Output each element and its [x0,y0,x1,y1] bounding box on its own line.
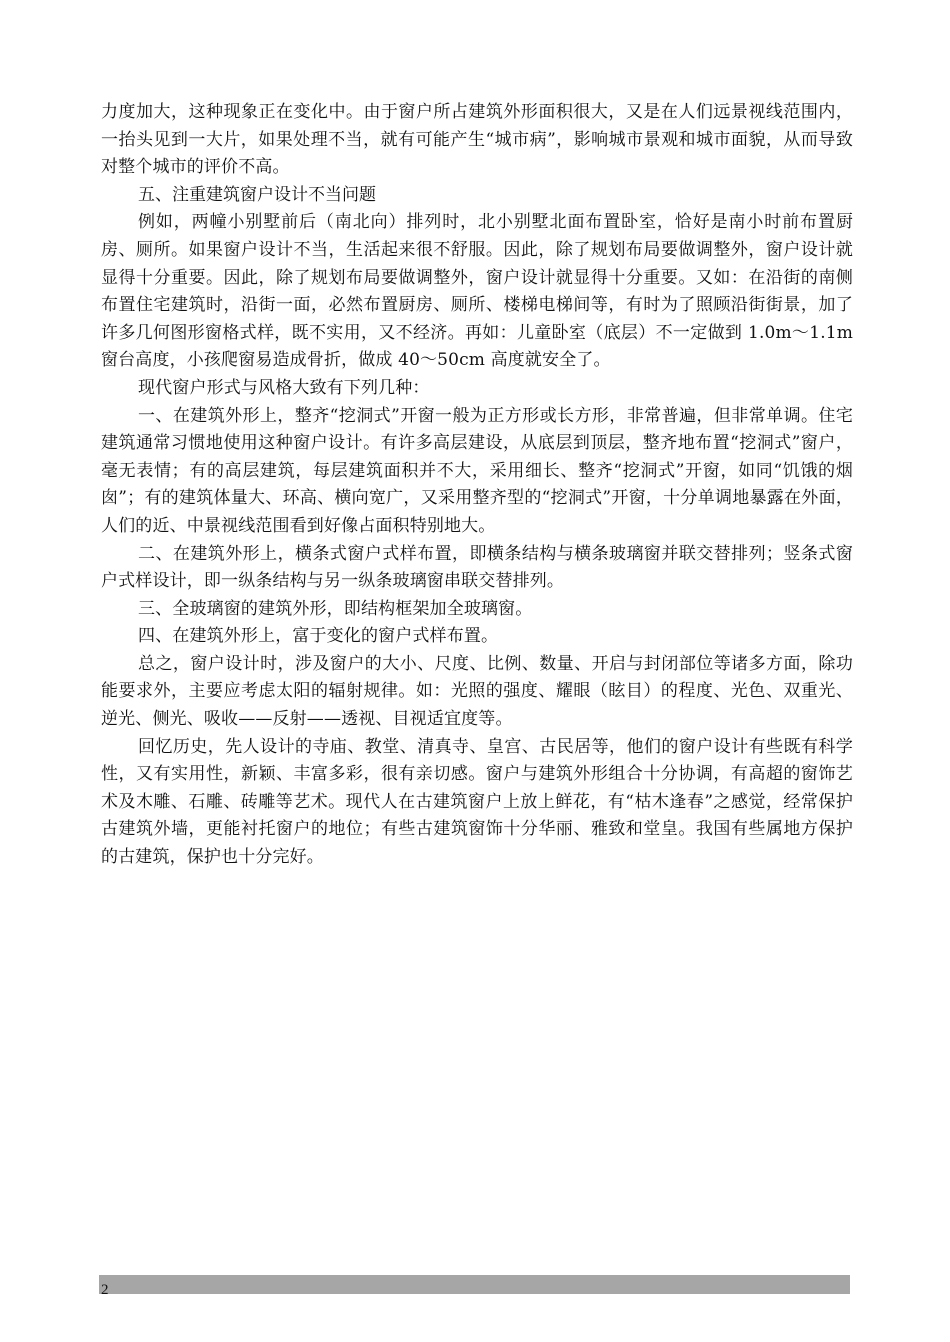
paragraph-intro-list: 现代窗户形式与风格大致有下列几种： [138,377,430,398]
paragraph-item-2: 二、在建筑外形上，横条式窗户式样布置，即横条结构与横条玻璃窗并联交替排列；竖条式窗户式样设计，即一纵条结构与另一纵条玻璃窗串联交替排列。 [101,543,853,592]
paragraph-example: 例如，两幢小别墅前后（南北向）排列时，北小别墅北面布置卧室，恰好是南小时前布置厨房、厕所。如果窗户设计不当，生活起来很不舒服。因此，除了规划布局要做调整外，窗户设计就显得十分重要。因此，除了规划布局要做调整外，窗户设计就显得十分重要。又如：在沿街的南侧布置住宅建筑时，沿街一面，必然布置厨房、厕所、楼梯电梯间等，有时为了照顾沿街街景，加了许多几何图形窗格式样，既不实用，又不经济。再如：儿童卧室（底层）不一定做到 1.0m～1.1m 窗台高度，小孩爬窗易造成骨折，做成 40～50cm 高度就安全了。 [101,212,853,371]
section-heading: 五、注重建筑窗户设计不当问题 [138,184,376,205]
paragraph-item-3: 三、全玻璃窗的建筑外形，即结构框架加全玻璃窗。 [138,598,533,619]
paragraph-item-4: 四、在建筑外形上，富于变化的窗户式样布置。 [138,626,499,647]
page-body [101,99,853,872]
paragraph-continuation: 力度加大，这种现象正在变化中。由于窗户所占建筑外形面积很大，又是在人们远景视线范围内，一抬头见到一大片，如果处理不当，就有可能产生“城市病”，影响城市景观和城市面貌，从而导致对整个城市的评价不高。 [101,102,853,178]
paragraph-history: 回忆历史，先人设计的寺庙、教堂、清真寺、皇宫、古民居等，他们的窗户设计有些既有科学性，又有实用性，新颖、丰富多彩，很有亲切感。窗户与建筑外形组合十分协调，有高超的窗饰艺术及木雕、石雕、砖雕等艺术。现代人在古建筑窗户上放上鲜花，有“枯木逢春”之感觉，经常保护古建筑外墙，更能衬托窗户的地位；有些古建筑窗饰十分华丽、雅致和堂皇。我国有些属地方保护的古建筑，保护也十分完好。 [101,736,853,868]
footer-bar [99,1275,850,1294]
paragraph-summary: 总之，窗户设计时，涉及窗户的大小、尺度、比例、数量、开启与封闭部位等诸多方面，除功能要求外，主要应考虑太阳的辐射规律。如：光照的强度、耀眼（眩目）的程度、光色、双重光、逆光、侧光、吸收——反射——透视、目视适宜度等。 [101,653,853,730]
paragraph-item-1: 一、在建筑外形上，整齐“挖洞式”开窗一般为正方形或长方形，非常普遍，但非常单调。住宅建筑通常习惯地使用这种窗户设计。有许多高层建设，从底层到顶层，整齐地布置“挖洞式”窗户，毫无表情；有的高层建筑，每层建筑面积并不大，采用细长、整齐“挖洞式”开窗，如同“饥饿的烟囱”；有的建筑体量大、环高、横向宽广，又采用整齐型的“挖洞式”开窗，十分单调地暴露在外面，人们的近、中景视线范围看到好像占面积特别地大。 [101,405,853,536]
page-number: 2 [101,1282,109,1298]
